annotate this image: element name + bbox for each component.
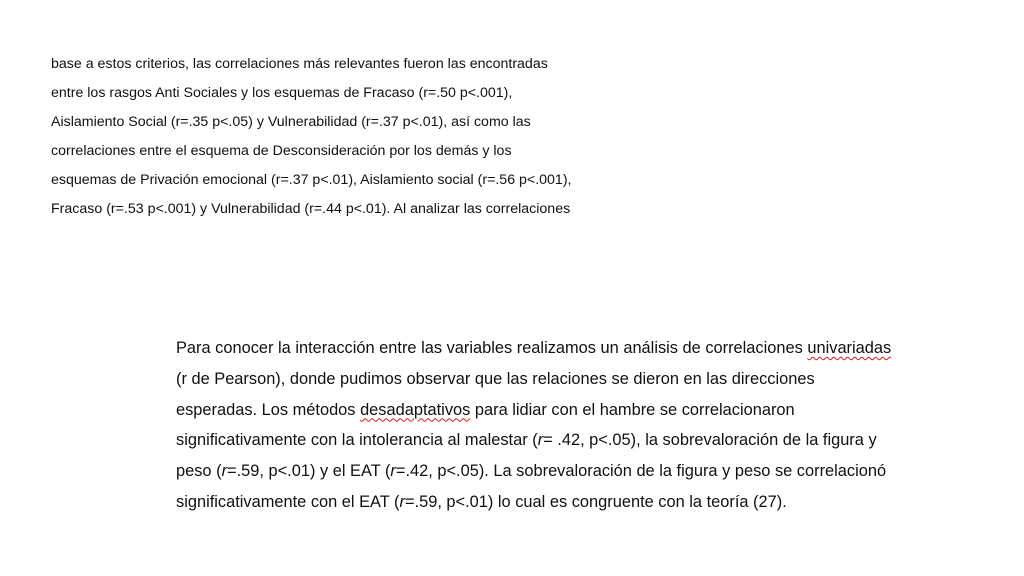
- top-line-2: entre los rasgos Anti Sociales y los esquemas de Fracaso (r=.50 p<.001),: [51, 85, 513, 101]
- bottom-line-4: [176, 428, 1016, 459]
- italic-r: r: [537, 431, 544, 450]
- italic-r: r: [221, 462, 228, 481]
- bottom-line-5-end: =.42, p<.05). La sobrevaloración de la figura y peso se correlacionó: [395, 462, 887, 481]
- top-line-6: Fracaso (r=.53 p<.001) y Vulnerabilidad (r=.44 p<.01). Al analizar las correlaciones: [51, 201, 571, 217]
- bottom-line-6: [176, 490, 1016, 521]
- top-line-5: esquemas de Privación emocional (r=.37 p<.01), Aislamiento social (r=.56 p<.001),: [51, 172, 572, 188]
- bottom-line-5-mid: =.59, p<.01) y el EAT (: [227, 462, 391, 481]
- bottom-line-4-start: significativamente con la intolerancia al malestar (: [176, 431, 538, 450]
- top-paragraph: [51, 53, 751, 227]
- italic-r: r: [399, 492, 405, 511]
- top-line-3: Aislamiento Social (r=.35 p<.05) y Vulnerabilidad (r=.37 p<.01), así como las: [51, 114, 531, 130]
- spellcheck-word-univariadas[interactable]: univariadas: [807, 339, 892, 357]
- bottom-line-3: [176, 398, 1016, 429]
- bottom-line-3-start: esperadas. Los métodos: [176, 400, 361, 419]
- bottom-line-4-end: = .42, p<.05), la sobrevaloración de la figura y: [543, 431, 877, 450]
- italic-r: r: [390, 462, 396, 481]
- bottom-line-6-end: =.59, p<.01) lo cual es congruente con la teoría (27).: [404, 492, 787, 511]
- bottom-paragraph: [176, 336, 1016, 521]
- bottom-line-1: [176, 336, 1016, 367]
- bottom-line-5: [176, 459, 1016, 490]
- top-line-1: base a estos criterios, las correlaciones más relevantes fueron las encontradas: [51, 56, 548, 72]
- top-line-4: correlaciones entre el esquema de Desconsideración por los demás y los: [51, 143, 512, 159]
- bottom-line-1-text: Para conocer la interacción entre las variables realizamos un análisis de correlaciones: [176, 339, 808, 357]
- bottom-line-6-start: significativamente con el EAT (: [176, 492, 400, 511]
- bottom-line-5-start: peso (: [176, 462, 222, 481]
- spellcheck-word-desadaptativos[interactable]: desadaptativos: [360, 400, 471, 419]
- bottom-line-3-end: para lidiar con el hambre se correlacionaron: [470, 400, 795, 419]
- bottom-line-2: (r de Pearson), donde pudimos observar que las relaciones se dieron en las direcciones: [176, 369, 815, 388]
